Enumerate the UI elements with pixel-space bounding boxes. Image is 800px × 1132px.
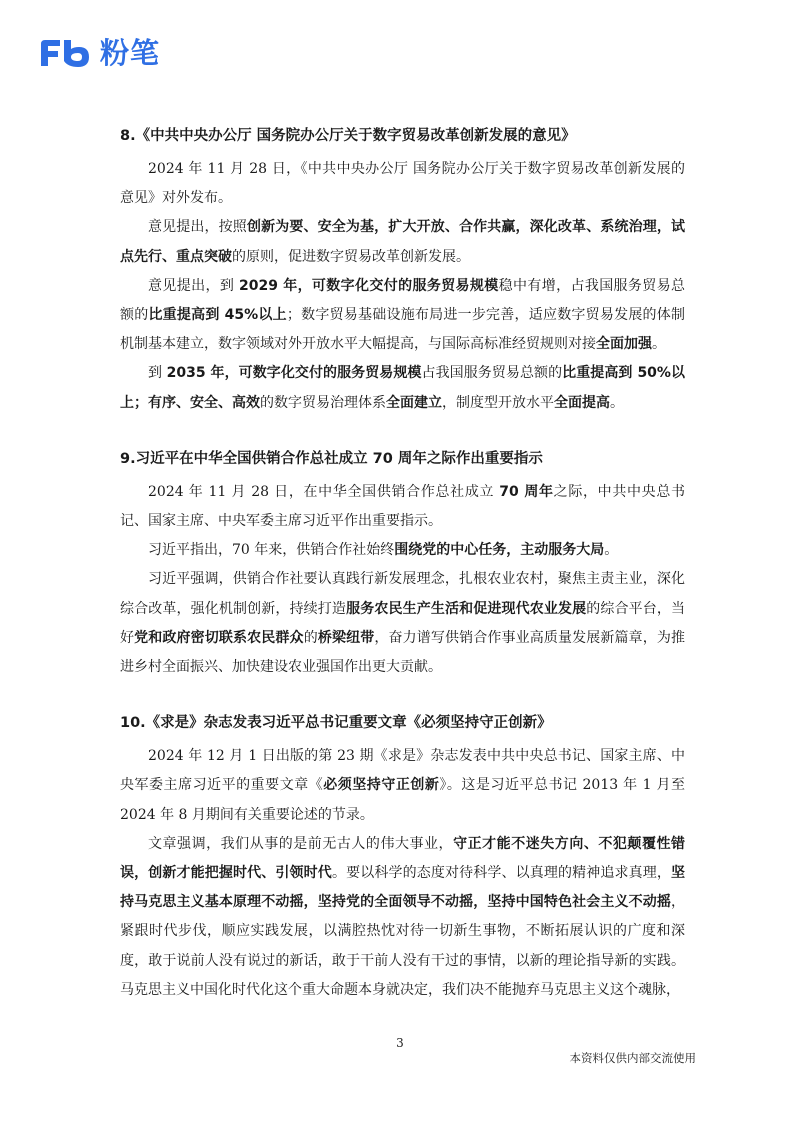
text-run: 意见提出，按照 [148,219,247,236]
paragraph [120,830,685,1005]
bold-text: 守正才能不迷失方向、不犯颠覆性错误，创新才能把握时代、引领时代 [120,835,686,882]
paragraph [120,478,685,536]
logo-text: 粉笔 [100,36,161,70]
bold-text: 2029 年，可数字化交付的服务贸易规模 [239,277,499,294]
text-run: 占我国服务贸易总额的 [421,365,563,382]
text-run: 意见提出，到 [148,277,239,294]
footer-note: 本资料仅供内部交流使用 [569,1051,696,1065]
text-run: 。要以科学的态度对待科学、以真理的精神追求真理， [331,865,672,882]
section-title: 10.《求是》杂志发表习近平总书记重要文章《必须坚持守正创新》 [120,715,552,732]
text-run: ，紧跟时代步伐，顺应实践发展，以满腔热忱对待一切新生事物，不断拓展认识的广度和深度，敢于说前人没有说过的新话，敢于干前人没有干过的事情，以新的理论指导新的实践。马克思主义中国化时代化这个重大命题本身就决定，我们决不能抛弃马克思主义这个魂脉， [120,894,685,998]
paragraph [120,536,685,565]
bold-text: 坚持马克思主义基本原理不动摇，坚持党的全面领导不动摇，坚持中国特色社会主义不动摇 [120,865,686,911]
bold-text: 必须坚持守正创新 [323,777,440,794]
text-run: 之际，中共中央总书记、国家主席、中央军委主席习近平作出重要指示。 [120,483,685,530]
text-run: ，奋力谱写供销合作事业高质量发展新篇章，为推进乡村全面振兴、加快建设农业强国作出更大贡献。 [120,629,686,676]
bold-text: 创新为要、安全为基，扩大开放、合作共赢，深化改革、系统治理，试点先行、重点突破 [120,219,686,265]
brand-logo [38,36,160,70]
text-run: 》。这是习近平总书记 2013 年 1 月至 2024 年 8 月期间有关重要论述的节录。 [120,777,686,823]
section-title: 9.习近平在中华全国供销合作总社成立 70 周年之际作出重要指示 [120,450,543,467]
bold-text: 党和政府密切联系农民群众 [134,629,304,646]
paragraph [120,565,685,682]
paragraph [120,359,685,417]
text-run: ，制度型开放水平 [442,394,554,411]
text-run: 的 [303,629,318,646]
bold-text: 围绕党的中心任务，主动服务大局 [394,542,605,559]
text-run: 的数字贸易治理体系 [260,394,386,411]
bold-text: 比重提高到 45%以上 [148,307,287,324]
text-run: 稳中有增，占我国服务贸易总额的 [120,277,686,324]
bold-text: 全面提高 [554,394,610,411]
section-gap [120,682,685,705]
paragraph [120,155,685,213]
text-run: ；数字贸易基础设施布局进一步完善，适应数字贸易发展的体制机制基本建立，数字领域对外开放水平大幅提高，与国际高标准经贸规则对接 [120,307,686,353]
document-body [120,118,685,1005]
text-run: 习近平指出，70 年来，供销合作社始终 [148,542,395,559]
text-run: 2024 年 11 月 28 日，在中华全国供销合作总社成立 [148,483,500,500]
section-gap [120,418,685,441]
text-run: 文章强调，我们从事的是前无古人的伟大事业， [148,835,454,852]
section-title: 8.《中共中央办公厅 国务院办公厅关于数字贸易改革创新发展的意见》 [120,128,576,144]
text-run: 。 [610,394,624,411]
page-number: 3 [396,1036,404,1050]
text-run: 的综合平台，当好 [120,600,686,646]
text-run: 。 [604,542,619,559]
paragraph [120,742,685,830]
text-run: 习近平强调，供销合作社要认真践行新发展理念，扎根农业农村，聚焦主责主业，深化综合改革，强化机制创新，持续打造 [120,571,685,617]
text-run: 。 [652,336,666,353]
bold-text: 全面建立 [386,394,442,411]
bold-text: 全面加强 [596,336,652,353]
bold-text: 服务农民生产生活和促进现代农业发展 [346,600,587,617]
paragraph [120,213,685,271]
paragraph [120,272,685,360]
bold-text: 桥梁纽带 [317,629,375,646]
text-run: 到 [148,365,167,382]
bold-text: 比重提高到 50%以上；有序、安全、高效 [120,365,686,411]
text-run: 2024 年 12 月 1 日出版的第 23 期《求是》杂志发表中共中央总书记、国家主席、中央军委主席习近平的重要文章《 [120,748,685,794]
fb-logo-icon [38,38,96,68]
bold-text: 70 周年 [499,483,554,500]
text-run: 的原则，促进数字贸易改革创新发展。 [232,248,470,265]
bold-text: 2035 年，可数字化交付的服务贸易规模 [166,365,422,382]
text-run: 2024 年 11 月 28 日，《中共中央办公厅 国务院办公厅关于数字贸易改革创新发展的意见》对外发布。 [120,161,685,207]
